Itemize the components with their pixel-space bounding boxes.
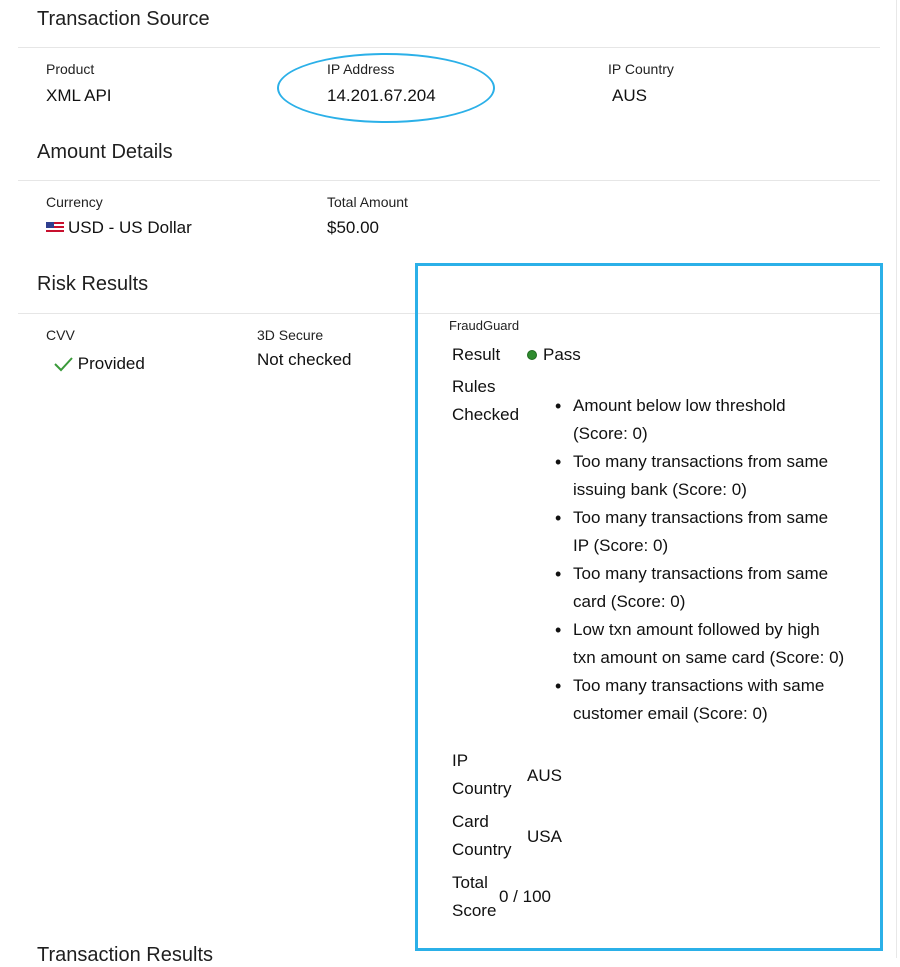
fg-card-country-value: USA: [527, 827, 562, 846]
section-divider: [18, 180, 880, 181]
currency-label: Currency: [46, 194, 103, 210]
fg-total-score-value: 0 / 100: [499, 887, 551, 906]
rule-item: • Too many transactions from same issuing bank (Score: 0): [555, 448, 875, 504]
ip-address-label: IP Address: [327, 61, 395, 77]
currency-value: USD - US Dollar: [68, 218, 192, 237]
checkmark-icon: [53, 354, 73, 373]
product-label: Product: [46, 61, 95, 77]
fg-card-country-label: Card Country: [452, 812, 512, 859]
fraudguard-title: FraudGuard: [449, 318, 520, 333]
ip-address-highlight-ellipse: [277, 53, 495, 123]
rule-item: • Amount below low threshold (Score: 0): [555, 392, 875, 448]
rules-checked-label-line2: Checked: [452, 405, 520, 424]
status-dot-icon: [527, 350, 537, 360]
cvv-label: CVV: [46, 327, 75, 343]
rules-list: [555, 392, 875, 728]
rule-item: • Too many transactions from same card (Score: 0): [555, 560, 875, 616]
fg-total-score-label: Total Score: [452, 873, 497, 920]
total-amount-value: $50.00: [327, 218, 379, 237]
cvv-value: Provided: [77, 354, 145, 373]
rule-item: • Too many transactions with same customer email (Score: 0): [555, 672, 875, 728]
us-flag-icon: [46, 222, 64, 234]
rule-item: • Too many transactions from same IP (Score: 0): [555, 504, 875, 560]
total-amount-label: Total Amount: [327, 194, 408, 210]
currency-value-row: [46, 218, 192, 238]
page-right-border: [896, 0, 897, 958]
result-label: Result: [452, 345, 501, 364]
result-value: Pass: [543, 345, 581, 364]
section-title-risk-results: Risk Results: [37, 273, 149, 295]
section-divider: [18, 47, 880, 48]
ip-country-value: AUS: [612, 86, 647, 105]
3d-secure-value: Not checked: [257, 350, 352, 369]
product-value: XML API: [46, 86, 112, 105]
section-title-transaction-source: Transaction Source: [37, 8, 210, 30]
fg-ip-country-label: IP Country: [452, 751, 512, 798]
section-title-transaction-results: Transaction Results: [37, 944, 213, 966]
ip-address-value: 14.201.67.204: [327, 86, 436, 105]
cvv-value-row: [53, 354, 145, 374]
rules-checked-label-line1: Rules: [452, 377, 496, 396]
rule-item: • Low txn amount followed by high txn amount on same card (Score: 0): [555, 616, 875, 672]
3d-secure-label: 3D Secure: [257, 327, 324, 343]
rules-checked-label: [452, 373, 519, 429]
section-title-amount-details: Amount Details: [37, 141, 173, 163]
fg-ip-country-value: AUS: [527, 766, 562, 785]
ip-country-label: IP Country: [608, 61, 674, 77]
result-value-row: [527, 345, 581, 365]
